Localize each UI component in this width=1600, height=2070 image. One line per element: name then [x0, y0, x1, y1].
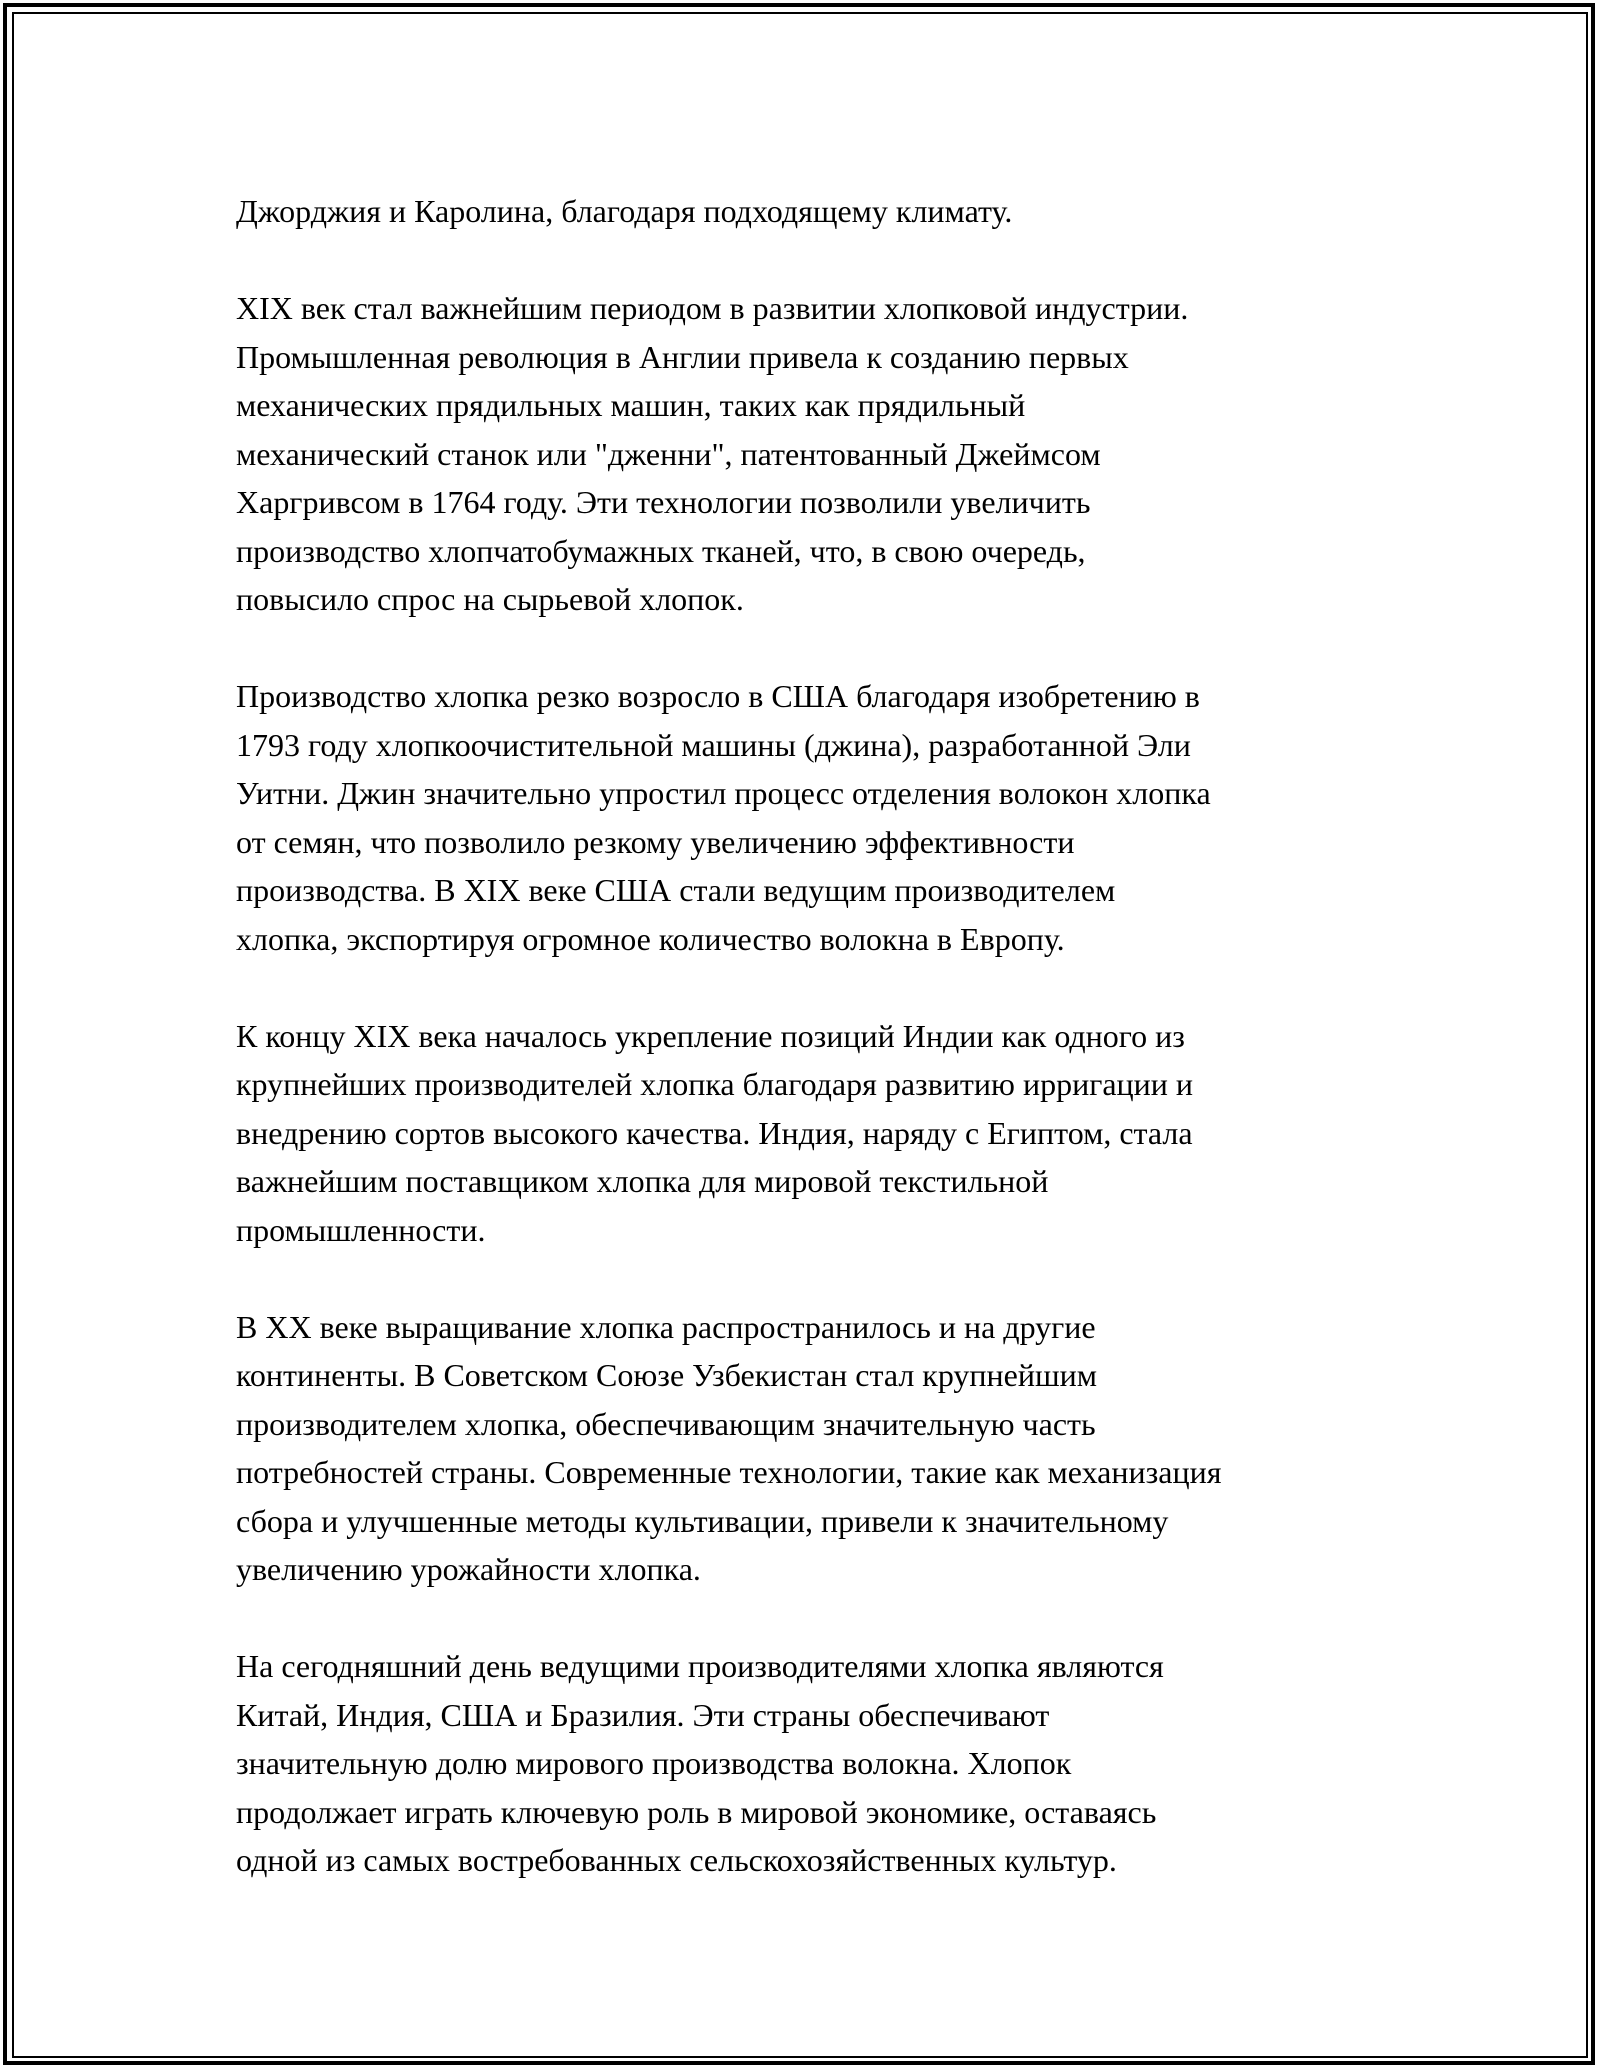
paragraph-1: Джорджия и Каролина, благодаря подходящему климату. [236, 193, 1013, 229]
paragraph-6: На сегодняшний день ведущими производителями хлопка являются Китай, Индия, США и Бразилия. Эти страны обеспечивают значительную долю мирового производства волокна. Хлопок продолжает играть ключевую роль в мировой экономике, оставаясь одной из самых востребованных сельскохозяйственных культур. [236, 1648, 1164, 1878]
document-body [236, 187, 1376, 1885]
paragraph-3: Производство хлопка резко возросло в США благодаря изобретению в 1793 году хлопкоочистительной машины (джина), разработанной Эли Уитни. Джин значительно упростил процесс отделения волокон хлопка от семян, что позволило резкому увеличению эффективности производства. В XIX веке США стали ведущим производителем хлопка, экспортируя огромное количество волокна в Европу. [236, 678, 1211, 957]
paragraph-2: XIX век стал важнейшим периодом в развитии хлопковой индустрии. Промышленная революция в Англии привела к созданию первых механических прядильных машин, таких как прядильный механический станок или "дженни", патентованный Джеймсом Харгривсом в 1764 году. Эти технологии позволили увеличить производство хлопчатобумажных тканей, что, в свою очередь, повысило спрос на сырьевой хлопок. [236, 290, 1189, 617]
paragraph-4: К концу XIX века началось укрепление позиций Индии как одного из крупнейших производителей хлопка благодаря развитию ирригации и внедрению сортов высокого качества. Индия, наряду с Египтом, стала важнейшим поставщиком хлопка для мировой текстильной промышленности. [236, 1017, 1194, 1248]
paragraph-5: В XX веке выращивание хлопка распространилось и на другие континенты. В Советском Союзе Узбекистан стал крупнейшим производителем хлопка, обеспечивающим значительную часть потребностей страны. Современные технологии, такие как механизация сбора и улучшенные методы культивации, привели к значительному увеличению урожайности хлопка. [236, 1308, 1222, 1587]
